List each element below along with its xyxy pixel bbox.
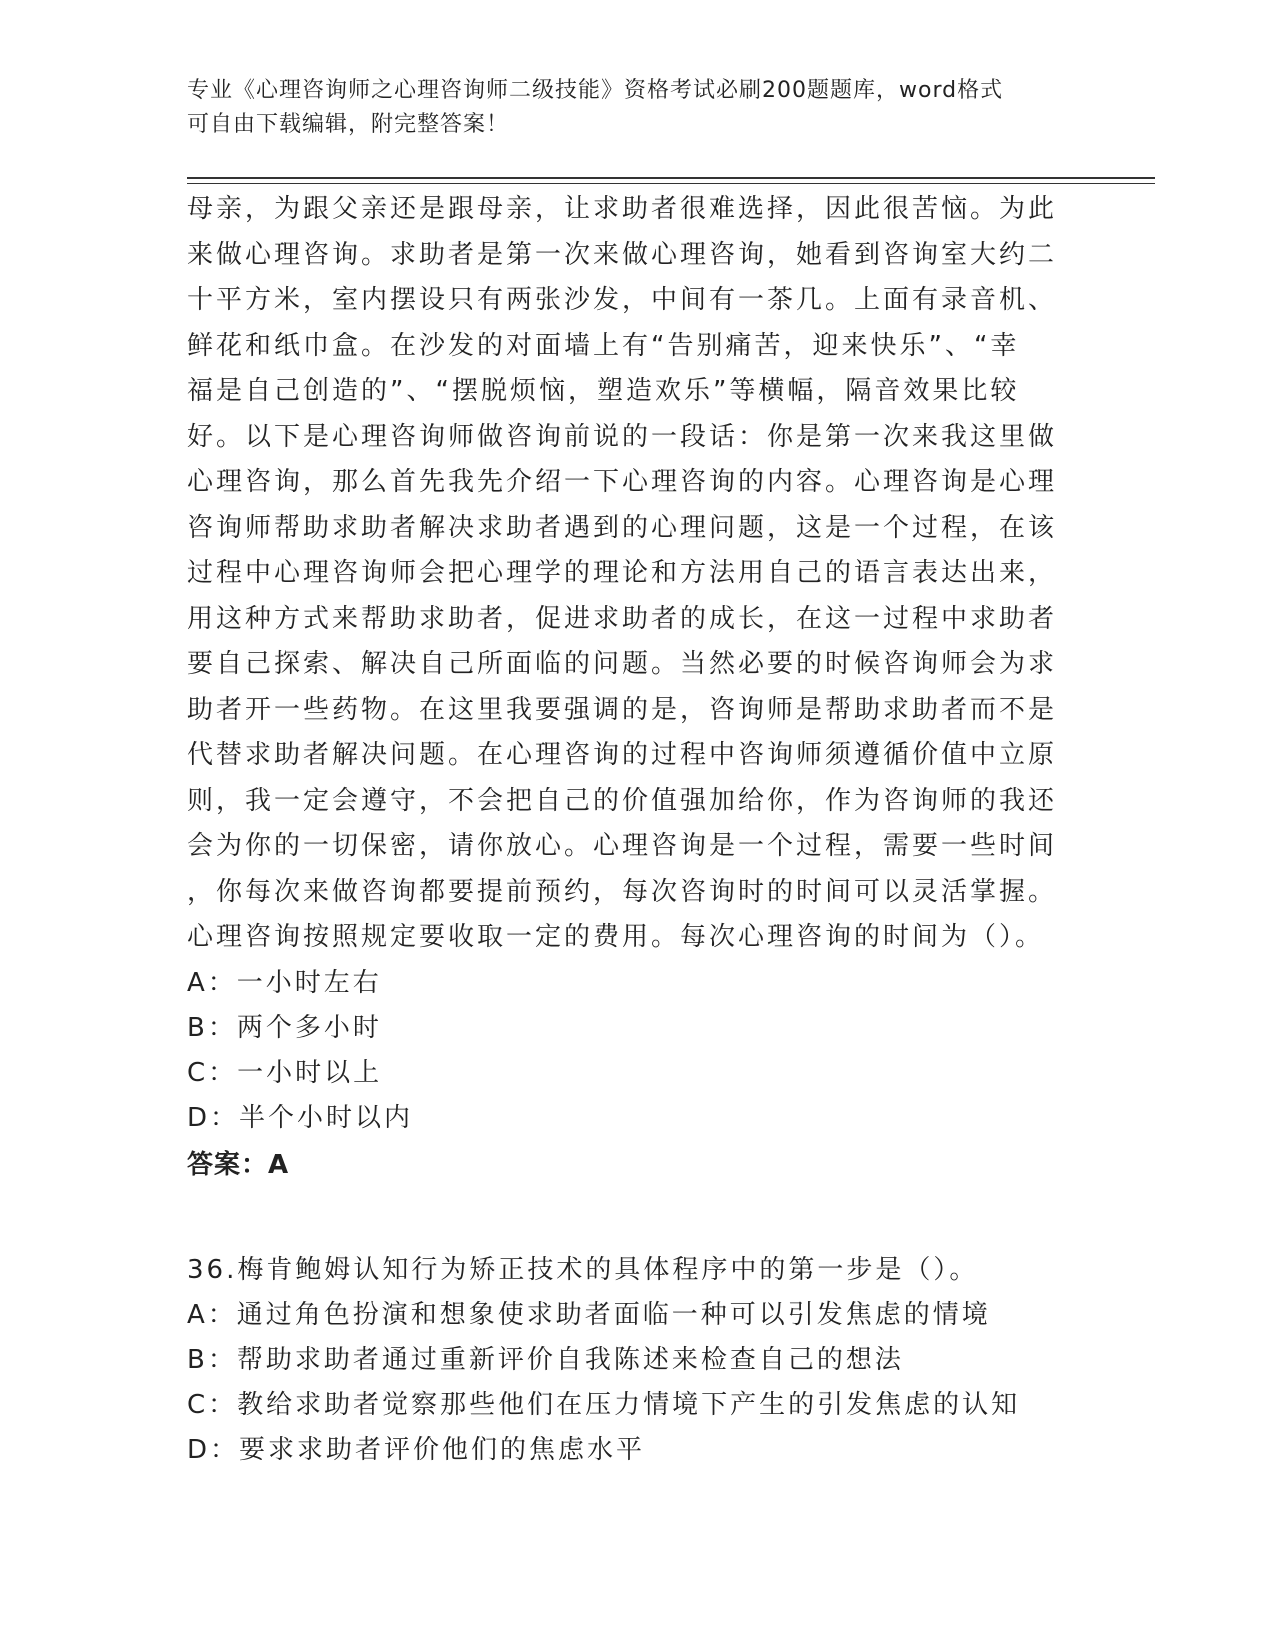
option-c: C：教给求助者觉察那些他们在压力情境下产生的引发焦虑的认知 bbox=[187, 1389, 1021, 1420]
question-36 bbox=[187, 1248, 1067, 1473]
stem-line: 要自己探索、解决自己所面临的问题。当然必要的时候咨询师会为求 bbox=[187, 649, 1058, 679]
question-35-options bbox=[187, 961, 1067, 1141]
stem-line: 咨询师帮助求助者解决求助者遇到的心理问题，这是一个过程，在该 bbox=[187, 512, 1058, 543]
stem-line: 会为你的一切保密，请你放心。心理咨询是一个过程，需要一些时间 bbox=[187, 831, 1058, 861]
stem-line: 心理咨询，那么首先我先介绍一下心理咨询的内容。心理咨询是心理 bbox=[187, 467, 1058, 497]
stem-line: 母亲，为跟父亲还是跟母亲，让求助者很难选择，因此很苦恼。为此 bbox=[187, 194, 1058, 224]
question-35 bbox=[187, 187, 1067, 1188]
question-spacer bbox=[187, 1188, 1067, 1248]
stem-line: 福是自己创造的”、“摆脱烦恼，塑造欢乐”等横幅，隔音效果比较 bbox=[187, 376, 1020, 406]
stem-line: 用这种方式来帮助求助者，促进求助者的成长，在这一过程中求助者 bbox=[187, 603, 1058, 634]
stem-line: 十平方米，室内摆设只有两张沙发，中间有一茶几。上面有录音机、 bbox=[187, 285, 1058, 315]
stem-line: 心理咨询按照规定要收取一定的费用。每次心理咨询的时间为（）。 bbox=[187, 922, 1045, 952]
option-a: A：一小时左右 bbox=[187, 967, 382, 998]
question-35-answer: 答案：A bbox=[187, 1149, 290, 1180]
stem-line: 过程中心理咨询师会把心理学的理论和方法用自己的语言表达出来， bbox=[187, 558, 1058, 588]
stem-line: 代替求助者解决问题。在心理咨询的过程中咨询师须遵循价值中立原 bbox=[187, 740, 1058, 770]
stem-line: ，你每次来做咨询都要提前预约，每次咨询时的时间可以灵活掌握。 bbox=[187, 876, 1058, 907]
option-c: C：一小时以上 bbox=[187, 1057, 383, 1088]
question-36-options bbox=[187, 1293, 1067, 1473]
header-divider-thick bbox=[187, 177, 1155, 179]
document-body bbox=[187, 187, 1067, 1473]
question-36-stem: 36.梅肯鲍姆认知行为矫正技术的具体程序中的第一步是（）。 bbox=[187, 1254, 979, 1285]
stem-line: 好。以下是心理咨询师做咨询前说的一段话：你是第一次来我这里做 bbox=[187, 421, 1058, 452]
question-35-stem bbox=[187, 187, 1067, 961]
header-divider-thin bbox=[187, 183, 1155, 184]
document-header bbox=[187, 74, 1067, 142]
header-line-1: 专业《心理咨询师之心理咨询师二级技能》资格考试必刷200题题库，word格式 bbox=[187, 78, 1004, 103]
option-d: D：要求求助者评价他们的焦虑水平 bbox=[187, 1434, 646, 1465]
header-line-2: 可自由下载编辑，附完整答案！ bbox=[187, 112, 510, 137]
option-a: A：通过角色扮演和想象使求助者面临一种可以引发焦虑的情境 bbox=[187, 1299, 991, 1330]
option-b: B：帮助求助者通过重新评价自我陈述来检查自己的想法 bbox=[187, 1344, 904, 1375]
stem-line: 来做心理咨询。求助者是第一次来做心理咨询，她看到咨询室大约二 bbox=[187, 239, 1058, 270]
option-b: B：两个多小时 bbox=[187, 1012, 382, 1043]
stem-line: 则，我一定会遵守，不会把自己的价值强加给你，作为咨询师的我还 bbox=[187, 785, 1058, 816]
stem-line: 鲜花和纸巾盒。在沙发的对面墙上有“告别痛苦，迎来快乐”、“幸 bbox=[187, 330, 1020, 361]
stem-line: 助者开一些药物。在这里我要强调的是，咨询师是帮助求助者而不是 bbox=[187, 694, 1058, 725]
option-d: D：半个小时以内 bbox=[187, 1102, 414, 1133]
